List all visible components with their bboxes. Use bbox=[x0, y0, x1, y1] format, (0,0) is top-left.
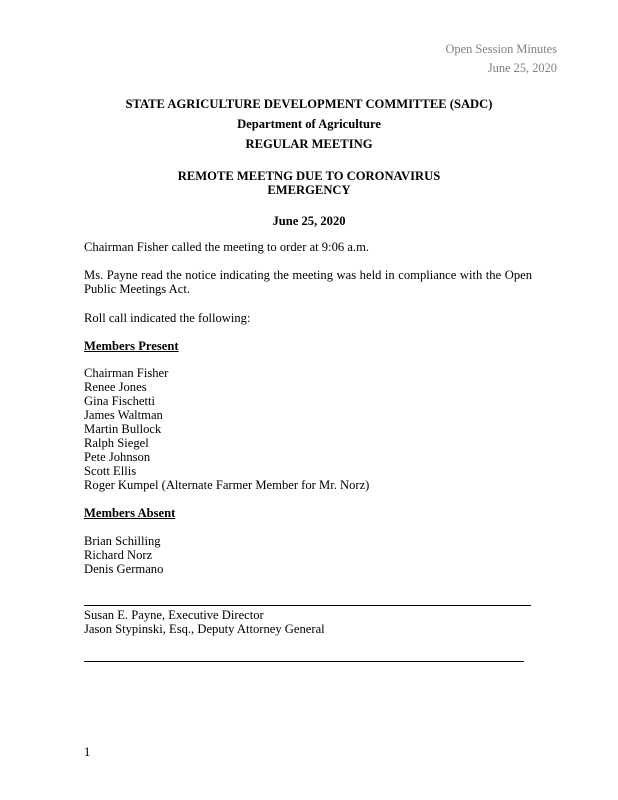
members-present-list bbox=[84, 366, 369, 492]
header-doc-type: Open Session Minutes bbox=[445, 42, 557, 56]
list-item: Scott Ellis bbox=[84, 464, 137, 478]
remote-meeting-heading bbox=[0, 169, 618, 197]
remote-heading-line-1: REMOTE MEETNG DUE TO CORONAVIRUS bbox=[177, 169, 441, 183]
page-number: 1 bbox=[84, 745, 91, 759]
document-title bbox=[0, 94, 618, 154]
list-item: Roger Kumpel (Alternate Farmer Member for Mr. Norz) bbox=[84, 478, 370, 492]
list-item: Richard Norz bbox=[84, 548, 153, 562]
list-item: Pete Johnson bbox=[84, 450, 151, 464]
list-item: Chairman Fisher bbox=[84, 366, 169, 380]
header-date: June 25, 2020 bbox=[487, 61, 557, 75]
list-item: Gina Fischetti bbox=[84, 394, 156, 408]
committee-name: STATE AGRICULTURE DEVELOPMENT COMMITTEE (SADC) bbox=[125, 97, 493, 111]
remote-heading-line-2: EMERGENCY bbox=[267, 183, 351, 197]
roll-call-paragraph: Roll call indicated the following: bbox=[84, 311, 251, 325]
list-item: Denis Germano bbox=[84, 562, 164, 576]
list-item: Susan E. Payne, Executive Director bbox=[84, 608, 264, 622]
staff-list bbox=[84, 608, 325, 636]
members-present-heading: Members Present bbox=[84, 339, 179, 353]
list-item: Jason Stypinski, Esq., Deputy Attorney General bbox=[84, 622, 325, 636]
divider-line bbox=[84, 661, 524, 662]
list-item: Brian Schilling bbox=[84, 534, 161, 548]
list-item: Renee Jones bbox=[84, 380, 147, 394]
running-header bbox=[445, 40, 557, 78]
department-name: Department of Agriculture bbox=[237, 117, 381, 131]
meeting-date: June 25, 2020 bbox=[272, 214, 346, 228]
meeting-type: REGULAR MEETING bbox=[245, 137, 373, 151]
call-to-order-paragraph: Chairman Fisher called the meeting to order at 9:06 a.m. bbox=[84, 240, 370, 254]
members-absent-heading: Members Absent bbox=[84, 506, 176, 520]
members-absent-list bbox=[84, 534, 163, 576]
list-item: James Waltman bbox=[84, 408, 163, 422]
divider-line bbox=[84, 605, 531, 606]
notice-paragraph: Ms. Payne read the notice indicating the meeting was held in compliance with the Open Public Meetings Act. bbox=[84, 268, 532, 296]
list-item: Ralph Siegel bbox=[84, 436, 149, 450]
list-item: Martin Bullock bbox=[84, 422, 162, 436]
